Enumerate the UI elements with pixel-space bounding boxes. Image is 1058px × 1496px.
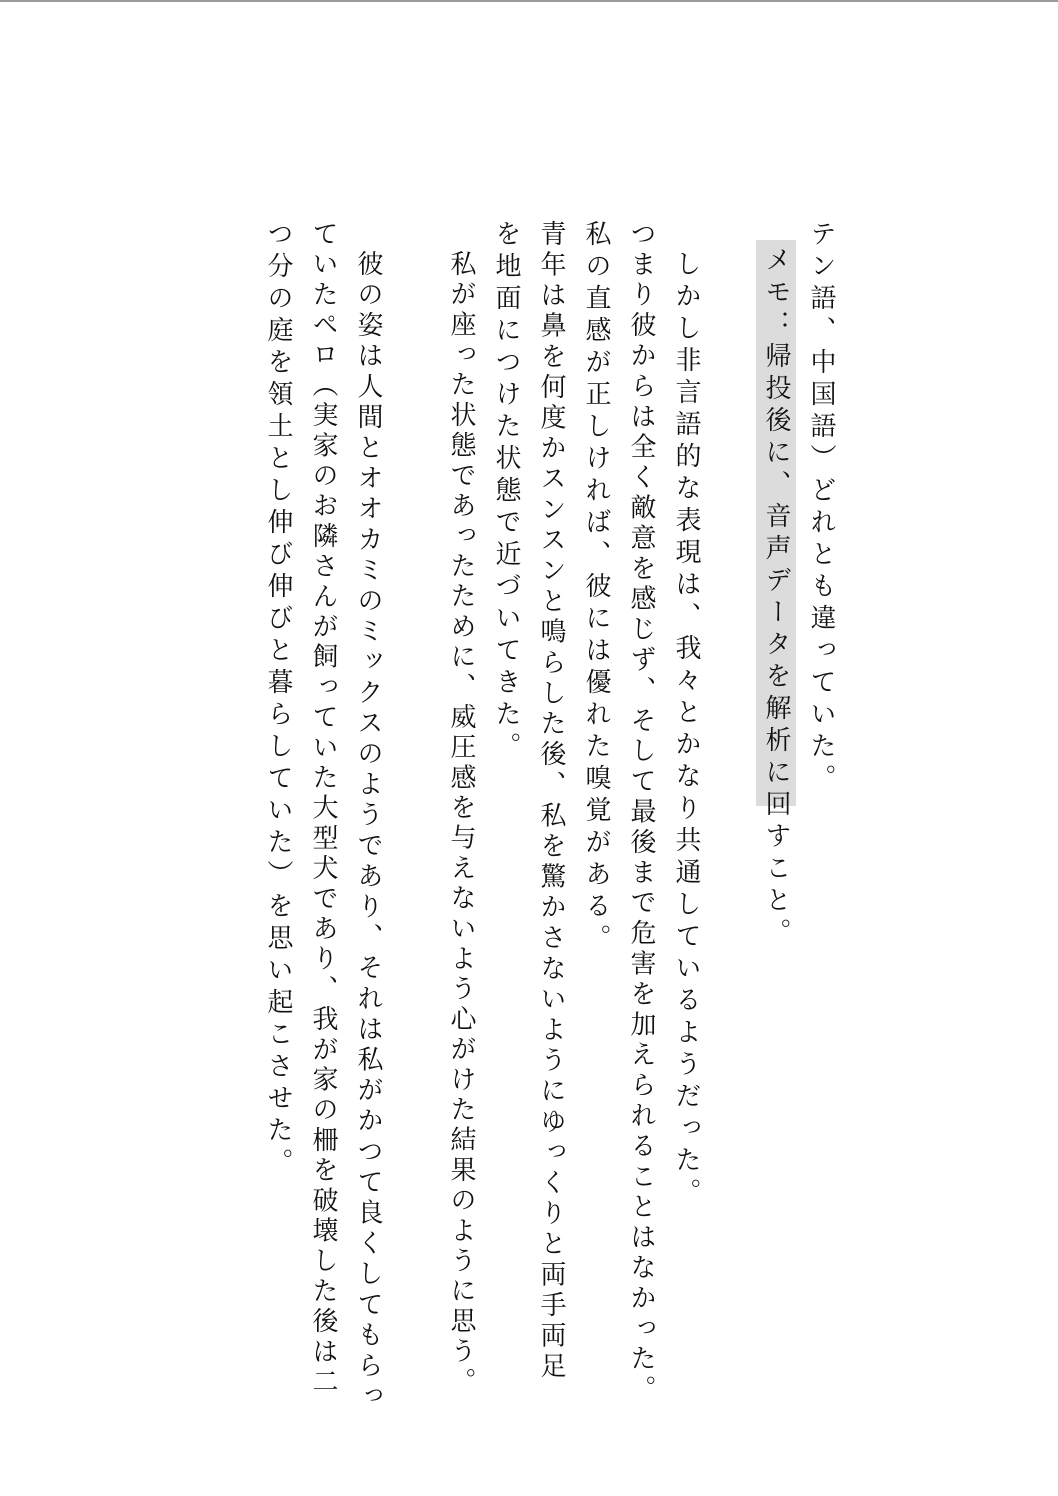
text-line-1: テン語、中国語）どれとも違っていた。	[806, 220, 836, 796]
text-line-8: 私が座った状態であったために、威圧感を与えないよう心がけた結果のように思う。	[446, 250, 476, 1398]
text-line-6: 青年は鼻を何度かスンスンと鳴らした後、私を驚かさないようにゆっくりと両手両足	[536, 220, 566, 1383]
text-line-10: ていたペロ（実家のお隣さんが飼っていた大型犬であり、我が家の柵を破壊した後は二	[308, 220, 338, 1398]
text-line-3: しかし非言語的な表現は、我々とかなり共通しているようだった。	[671, 250, 701, 1210]
text-line-7: を地面につけた状態で近づいてきた。	[491, 220, 521, 764]
text-line-4: つまり彼からは全く敵意を感じず、そして最後まで危害を加えられることはなかった。	[626, 220, 656, 1406]
text-line-5: 私の直感が正しければ、彼には優れた嗅覚がある。	[581, 220, 611, 956]
memo-line: メモ：帰投後に、音声データを解析に回すこと。	[761, 246, 791, 950]
text-line-9: 彼の姿は人間とオオカミのミックスのようであり、それは私がかつて良くしてもらっ	[353, 250, 383, 1413]
text-line-11: つ分の庭を領土とし伸び伸びと暮らしていた）を思い起こさせた。	[263, 220, 293, 1180]
